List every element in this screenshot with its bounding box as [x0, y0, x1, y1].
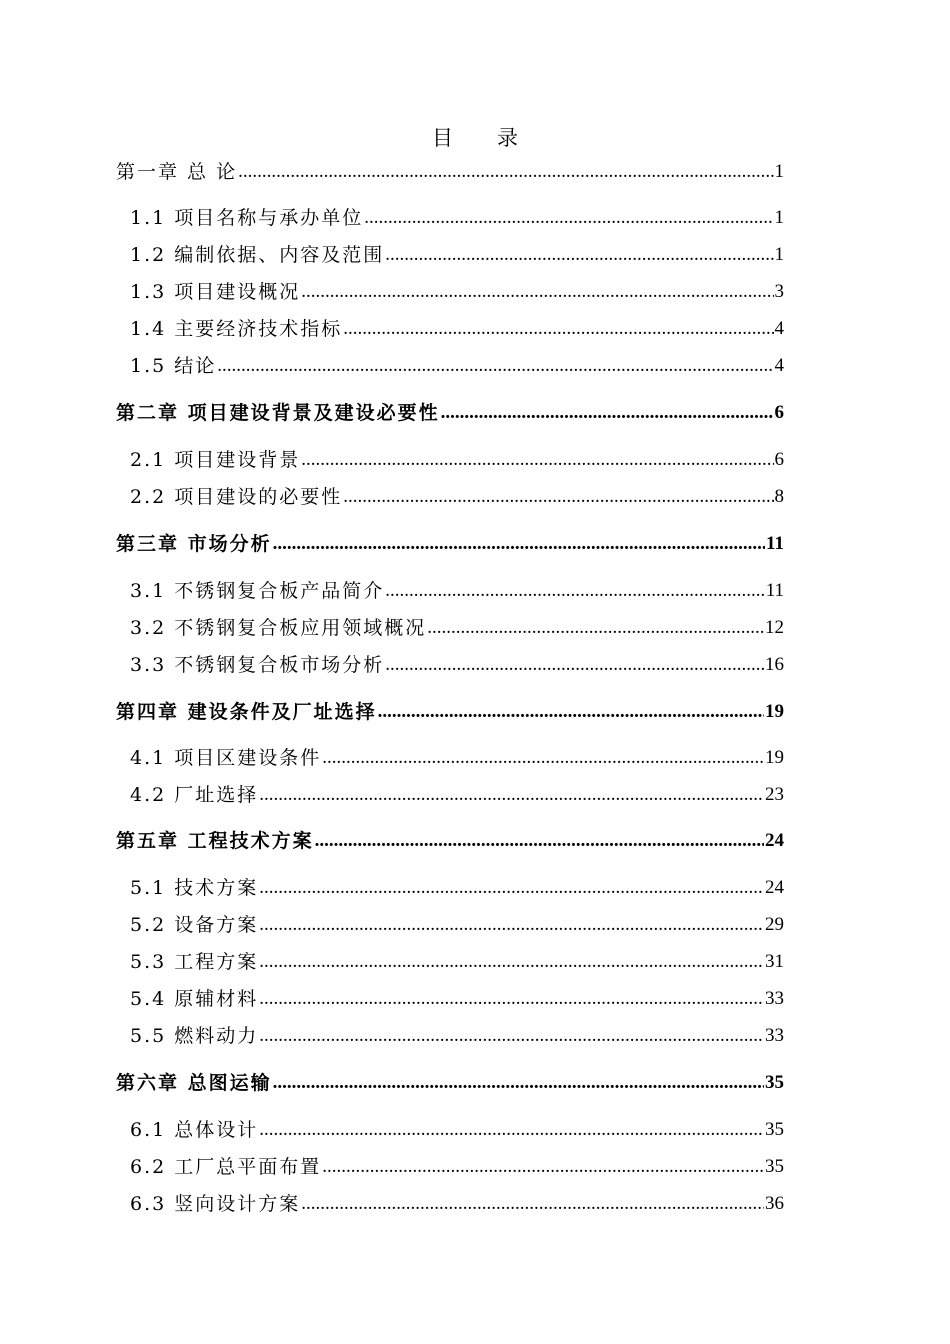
dot-leader [364, 203, 773, 233]
dot-leader [385, 650, 764, 680]
toc-section-entry[interactable] [130, 910, 784, 940]
toc-page-number: 4 [774, 318, 784, 339]
toc-entry-label: 4.2 厂址选择 [130, 784, 259, 806]
dot-leader [259, 780, 764, 810]
toc-section-entry[interactable] [130, 743, 784, 773]
toc-section-entry[interactable] [130, 351, 784, 381]
dot-leader [259, 1115, 764, 1145]
toc-section-entry[interactable] [130, 314, 784, 344]
dot-leader [385, 576, 764, 606]
dot-leader [315, 826, 764, 856]
toc-page-number: 16 [765, 654, 784, 675]
dot-leader [259, 1021, 764, 1051]
dot-leader [385, 240, 773, 270]
toc-page-number: 23 [765, 784, 784, 805]
toc-page-number: 33 [765, 1025, 784, 1046]
toc-section-entry[interactable] [130, 984, 784, 1014]
toc-page-number: 31 [765, 951, 784, 972]
toc-page-number: 19 [765, 701, 784, 722]
toc-page-number: 12 [765, 617, 784, 638]
toc-page-number: 1 [774, 207, 784, 228]
toc-section-entry[interactable] [130, 650, 784, 680]
toc-chapter-entry[interactable] [116, 529, 784, 559]
toc-entry-label: 1.5 结论 [130, 355, 217, 377]
toc-section-entry[interactable] [130, 240, 784, 270]
toc-section-entry[interactable] [130, 613, 784, 643]
toc-entry-label: 3.1 不锈钢复合板产品简介 [130, 580, 385, 602]
dot-leader [301, 445, 773, 475]
toc-title-second: 录 [497, 126, 518, 150]
toc-entry-label: 6.2 工厂总平面布置 [130, 1156, 322, 1178]
toc-page-number: 24 [765, 877, 784, 898]
toc-page-number: 8 [774, 486, 784, 507]
toc-section-entry[interactable] [130, 1152, 784, 1182]
toc-entry-label: 2.1 项目建设背景 [130, 449, 301, 471]
toc-section-entry[interactable] [130, 445, 784, 475]
toc-section-entry[interactable] [130, 277, 784, 307]
toc-entry-label: 6.1 总体设计 [130, 1119, 259, 1141]
toc-title [0, 122, 950, 152]
toc-entry-label: 3.2 不锈钢复合板应用领域概况 [130, 617, 427, 639]
dot-leader [441, 398, 774, 428]
toc-section-entry[interactable] [130, 780, 784, 810]
toc-page-number: 35 [765, 1156, 784, 1177]
toc-entry-label: 第一章 总 论 [116, 161, 238, 183]
toc-chapter-entry[interactable] [116, 1068, 784, 1098]
dot-leader [301, 277, 773, 307]
toc-page-number: 24 [765, 830, 784, 851]
dot-leader [343, 314, 773, 344]
toc-page-number: 11 [766, 533, 784, 554]
toc-section-entry[interactable] [130, 203, 784, 233]
toc-entry-label: 6.3 竖向设计方案 [130, 1193, 301, 1215]
dot-leader [427, 613, 764, 643]
toc-entry-label: 5.2 设备方案 [130, 914, 259, 936]
toc-entry-label: 1.2 编制依据、内容及范围 [130, 244, 385, 266]
toc-page-number: 35 [765, 1119, 784, 1140]
toc-entry-label: 第五章 工程技术方案 [116, 830, 314, 852]
dot-leader [273, 529, 765, 559]
toc-entry-label: 1.3 项目建设概况 [130, 281, 301, 303]
toc-page-number: 36 [765, 1193, 784, 1214]
toc-page-number: 1 [774, 161, 784, 182]
toc-title-first: 目 [432, 126, 453, 150]
toc-entry-label: 第四章 建设条件及厂址选择 [116, 701, 377, 723]
toc-entry-label: 第三章 市场分析 [116, 533, 272, 555]
toc-page-number: 29 [765, 914, 784, 935]
toc-entry-label: 5.3 工程方案 [130, 951, 259, 973]
toc-page-number: 1 [774, 244, 784, 265]
toc-entry-label: 5.1 技术方案 [130, 877, 259, 899]
dot-leader [273, 1068, 764, 1098]
toc-entry-label: 5.4 原辅材料 [130, 988, 259, 1010]
toc-entry-label: 第二章 项目建设背景及建设必要性 [116, 402, 440, 424]
toc-entry-label: 2.2 项目建设的必要性 [130, 486, 343, 508]
dot-leader [217, 351, 773, 381]
toc-section-entry[interactable] [130, 947, 784, 977]
toc-page-number: 19 [765, 747, 784, 768]
toc-section-entry[interactable] [130, 482, 784, 512]
toc-section-entry[interactable] [130, 1189, 784, 1219]
toc-page-number: 4 [774, 355, 784, 376]
toc-entry-label: 3.3 不锈钢复合板市场分析 [130, 654, 385, 676]
toc-page-number: 3 [774, 281, 784, 302]
dot-leader [259, 984, 764, 1014]
dot-leader [322, 1152, 764, 1182]
toc-entry-label: 4.1 项目区建设条件 [130, 747, 322, 769]
toc-entry-label: 5.5 燃料动力 [130, 1025, 259, 1047]
dot-leader [301, 1189, 764, 1219]
toc-section-entry[interactable] [130, 873, 784, 903]
dot-leader [259, 873, 764, 903]
toc-page-number: 35 [765, 1072, 784, 1093]
dot-leader [322, 743, 764, 773]
toc-page-number: 6 [774, 449, 784, 470]
toc-page-number: 6 [774, 402, 784, 423]
dot-leader [259, 947, 764, 977]
toc-chapter-entry[interactable] [116, 157, 784, 187]
dot-leader [343, 482, 773, 512]
toc-page-number: 11 [765, 580, 784, 601]
toc-entry-label: 第六章 总图运输 [116, 1072, 272, 1094]
toc-section-entry[interactable] [130, 576, 784, 606]
toc-chapter-entry[interactable] [116, 398, 784, 428]
toc-page-number: 33 [765, 988, 784, 1009]
toc-entry-label: 1.1 项目名称与承办单位 [130, 207, 364, 229]
toc-entry-label: 1.4 主要经济技术指标 [130, 318, 343, 340]
toc-chapter-entry[interactable] [116, 826, 784, 856]
toc-chapter-entry[interactable] [116, 697, 784, 727]
toc-section-entry[interactable] [130, 1021, 784, 1051]
dot-leader [238, 157, 773, 187]
dot-leader [259, 910, 764, 940]
toc-section-entry[interactable] [130, 1115, 784, 1145]
dot-leader [378, 697, 764, 727]
